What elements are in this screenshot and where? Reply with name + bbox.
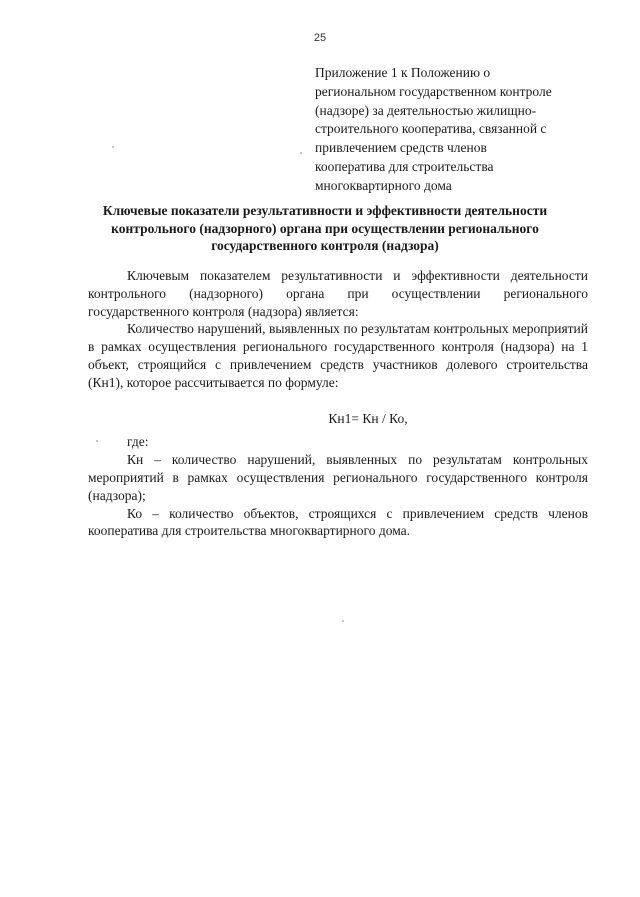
document-title (60, 202, 590, 255)
appendix-line: (надзоре) за деятельностью жилищно- (315, 102, 537, 118)
appendix-line: кооператива для строительства (315, 158, 494, 174)
scan-speck (112, 146, 114, 148)
paragraph-violations-count: Количество нарушений, выявленных по результатам контрольных мероприятий в рамках осуществления регионального государственного контроля (надзора) на 1 объект, строящийся с привлечением средств участников долевого строительства (Кн1), которое рассчитывается по формуле: (88, 321, 588, 390)
formula: Кн1= Кн / Ко, (328, 410, 408, 426)
scan-speck (342, 620, 344, 622)
where-label: где: (127, 434, 149, 450)
appendix-line: Приложение 1 к Положению о (315, 65, 491, 80)
scan-speck (300, 152, 302, 154)
appendix-line: строительного кооператива, связанной с (315, 121, 547, 137)
appendix-line: региональном государственном контроле (315, 83, 552, 99)
page-number: 25 (313, 32, 327, 44)
definition-kn: Кн – количество нарушений, выявленных по результатам контрольных мероприятий в рамках осуществления регионального государственного контроля (надзора); (88, 452, 588, 503)
title-line: государственного контроля (надзора) (211, 238, 439, 253)
title-line: контрольного (надзорного) органа при осуществлении регионального (111, 220, 539, 236)
appendix-line: привлечением средств членов (315, 140, 487, 156)
paragraph-key-indicator: Ключевым показателем результативности и эффективности деятельности контрольного (надзорного) органа при осуществлении регионального государственного контроля (надзора) является: (88, 268, 588, 319)
title-line: Ключевые показатели результативности и эффективности деятельности (102, 203, 548, 218)
appendix-line: многоквартирного дома (315, 177, 452, 193)
document-body (88, 267, 588, 540)
appendix-note (315, 64, 590, 196)
definition-ko: Ко – количество объектов, строящихся с привлечением средств членов кооператива для строительства многоквартирного дома. (88, 505, 588, 539)
scan-speck (96, 440, 98, 442)
